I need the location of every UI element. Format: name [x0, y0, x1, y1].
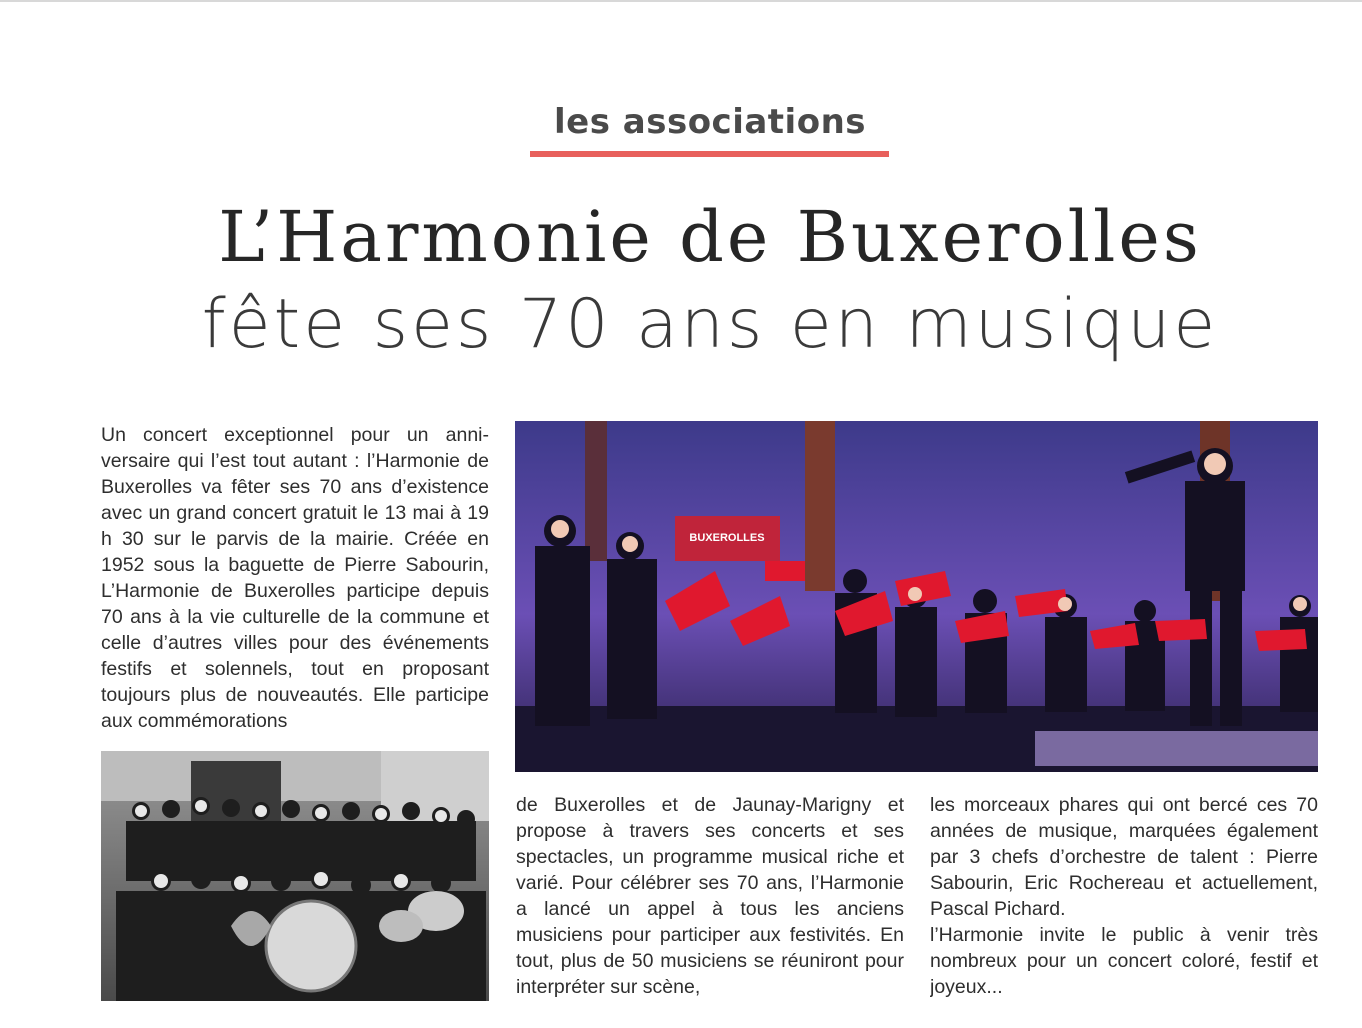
- top-rule: [0, 0, 1362, 2]
- article-column-right: [930, 792, 1318, 1006]
- archive-band-photo: [101, 751, 489, 1001]
- article-column-right-paragraph-2: l’Harmonie invite le public à venir très nombreux pour un concert coloré, festif et joyeux...: [930, 924, 1318, 998]
- article-column-right-paragraph-1: les morceaux phares qui ont bercé ces 70 années de musique, marquées également par 3 chefs d’orchestre de talent : Pierre Sabourin, Eric Rochereau et actuellement, Pascal Pichard.: [930, 794, 1318, 920]
- section-underline: [530, 151, 889, 157]
- article-column-left: Un concert exceptionnel pour un anniversaire qui l’est tout autant : l’Harmonie de Buxerolles va fêter ses 70 ans d’existence avec un grand concert gratuit le 13 mai à 19 h 30 sur le parvis de la mairie. Créée en 1952 sous la baguette de Pierre Sabourin, L’Harmonie de Buxerolles participe depuis 70 ans à la vie culturelle de la commune et celle d’autres villes pour des événements festifs et solennels, tout en proposant toujours plus de nouveautés. Elle participe aux commémorations: [101, 424, 489, 732]
- article-subtitle: fête ses 70 ans en musique: [201, 285, 1219, 364]
- article-column-middle: de Buxerolles et de Jaunay-Marigny et propose à travers ses concerts et ses spectacles, un programme musical riche et varié. Pour célébrer ses 70 ans, l’Harmonie a lancé un appel à tous les anciens musiciens pour participer aux festivités. En tout, plus de 50 musiciens se réuniront pour interpréter sur scène,: [516, 794, 904, 998]
- concert-banner: BUXEROLLES: [689, 532, 765, 544]
- article-title: L’Harmonie de Buxerolles: [218, 196, 1202, 278]
- concert-photo: [515, 421, 1318, 772]
- section-label: les associations: [553, 102, 867, 142]
